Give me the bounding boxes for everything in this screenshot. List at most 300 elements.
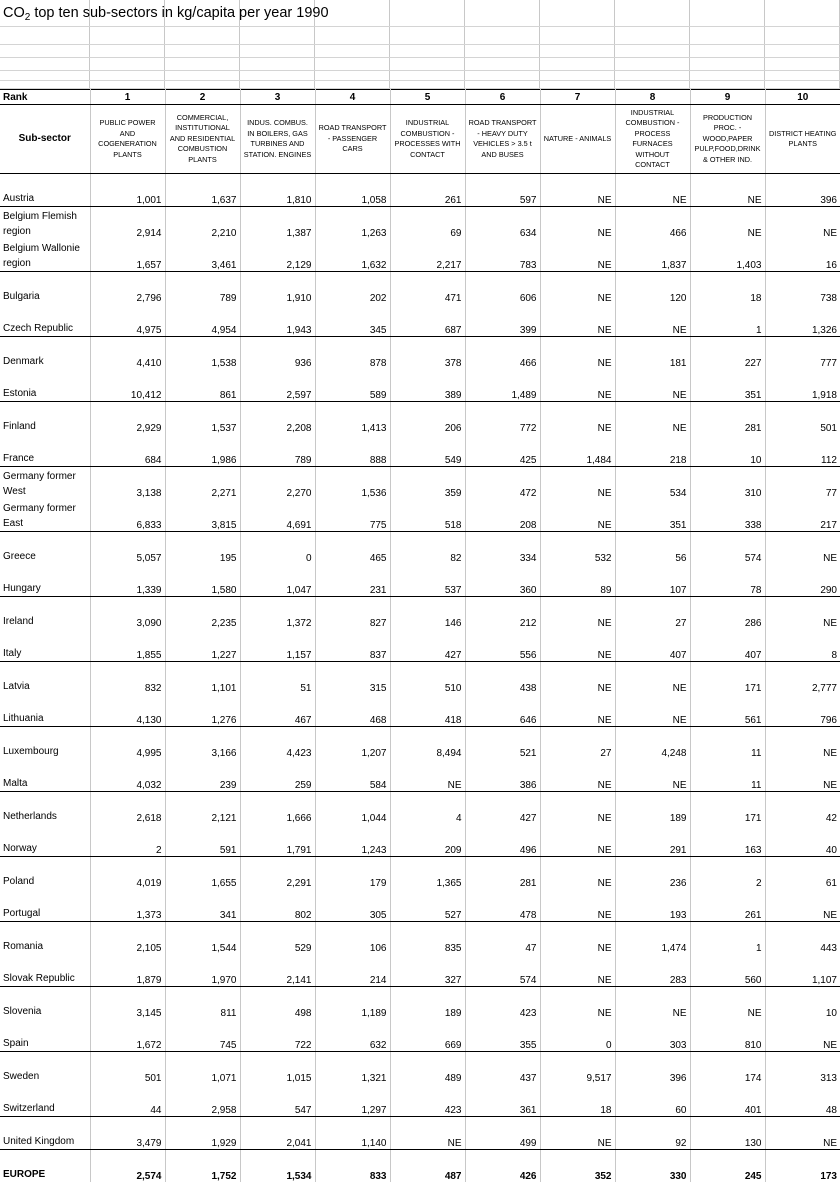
table-row <box>0 889 840 922</box>
value-cell: 2,796 <box>90 272 165 305</box>
value-cell: 4 <box>390 792 465 825</box>
subsector-header-row <box>0 105 840 174</box>
value-cell: 18 <box>690 272 765 305</box>
value-cell: 359 <box>390 467 465 500</box>
rank-cell: 10 <box>765 90 840 105</box>
rank-row <box>0 90 840 105</box>
value-cell: 112 <box>765 434 840 467</box>
title-suffix: top ten sub-sectors in kg/capita per year 1990 <box>30 5 329 21</box>
value-cell: 1,387 <box>240 207 315 240</box>
value-cell: NE <box>540 954 615 987</box>
value-cell: 518 <box>390 499 465 532</box>
value-cell: 1,071 <box>165 1052 240 1085</box>
value-cell: 16 <box>765 239 840 272</box>
country-name: Portugal <box>0 889 90 922</box>
value-cell: 438 <box>465 662 540 695</box>
value-cell: 345 <box>315 304 390 337</box>
value-cell: NE <box>540 272 615 305</box>
country-name: United Kingdom <box>0 1117 90 1150</box>
value-cell: 146 <box>390 597 465 630</box>
value-cell: 1,107 <box>765 954 840 987</box>
value-cell: 4,248 <box>615 727 690 760</box>
value-cell: 0 <box>240 532 315 565</box>
value-cell: 399 <box>465 304 540 337</box>
value-cell: 466 <box>465 337 540 370</box>
value-cell: 181 <box>615 337 690 370</box>
value-cell: 1,489 <box>465 369 540 402</box>
value-cell: 466 <box>615 207 690 240</box>
value-cell: 305 <box>315 889 390 922</box>
table-row <box>0 207 840 240</box>
value-cell: 1,538 <box>165 337 240 370</box>
value-cell: 521 <box>465 727 540 760</box>
value-cell: 2,958 <box>165 1084 240 1117</box>
value-cell: 878 <box>315 337 390 370</box>
value-cell: 687 <box>390 304 465 337</box>
value-cell: 386 <box>465 759 540 792</box>
value-cell: 1,058 <box>315 174 390 207</box>
country-name: Slovenia <box>0 987 90 1020</box>
table-row <box>0 499 840 532</box>
value-cell: 1,791 <box>240 824 315 857</box>
value-cell: 4,019 <box>90 857 165 890</box>
value-cell: 589 <box>315 369 390 402</box>
value-cell: 722 <box>240 1019 315 1052</box>
value-cell: 61 <box>825 878 837 889</box>
value-cell: NE <box>690 174 765 207</box>
rank-cell: 8 <box>615 90 690 105</box>
value-cell: 1,986 <box>165 434 240 467</box>
country-name: Latvia <box>0 662 90 695</box>
table-row <box>0 792 840 825</box>
value-cell: 202 <box>315 272 390 305</box>
table-row <box>0 1019 840 1052</box>
value-cell: 4,410 <box>90 337 165 370</box>
value-cell: 396 <box>615 1052 690 1085</box>
value-cell: 327 <box>390 954 465 987</box>
table-row <box>0 727 840 760</box>
value-cell: 634 <box>465 207 540 240</box>
value-cell: 1,101 <box>165 662 240 695</box>
value-cell: NE <box>540 467 615 500</box>
value-cell: 597 <box>465 174 540 207</box>
value-cell: 56 <box>615 532 690 565</box>
country-name: Slovak Republic <box>0 954 90 987</box>
value-cell: 1,970 <box>165 954 240 987</box>
value-cell: 1,297 <box>315 1084 390 1117</box>
value-cell: 48 <box>765 1084 840 1117</box>
value-cell: 303 <box>615 1019 690 1052</box>
subsector-header: DISTRICT HEATING PLANTS <box>765 105 840 174</box>
value-cell: 1,632 <box>315 239 390 272</box>
value-cell: 423 <box>465 987 540 1020</box>
value-cell: 1,373 <box>90 889 165 922</box>
value-cell: 496 <box>465 824 540 857</box>
total-value-cell: 330 <box>615 1150 690 1183</box>
value-cell: 283 <box>615 954 690 987</box>
rank-cell: 5 <box>390 90 465 105</box>
value-cell: 632 <box>315 1019 390 1052</box>
value-cell: 4,995 <box>90 727 165 760</box>
value-cell: 120 <box>615 272 690 305</box>
value-cell: 437 <box>465 1052 540 1085</box>
subsector-header: PRODUCTION PROC. - WOOD,PAPER PULP,FOOD,DRINK & OTHER IND. <box>690 105 765 174</box>
table-row <box>0 337 840 370</box>
value-cell: 361 <box>465 1084 540 1117</box>
value-cell: 60 <box>615 1084 690 1117</box>
value-cell: 537 <box>390 564 465 597</box>
value-cell: 69 <box>390 207 465 240</box>
table-row <box>0 987 840 1020</box>
value-cell: 8,494 <box>390 727 465 760</box>
country-name: Ireland <box>0 597 90 630</box>
country-name: Finland <box>0 402 90 435</box>
value-cell: 338 <box>690 499 765 532</box>
value-cell: 1,044 <box>315 792 390 825</box>
value-cell: 1,365 <box>390 857 465 890</box>
country-name: Czech Republic <box>0 304 90 337</box>
value-cell: NE <box>690 207 765 240</box>
value-cell: NE <box>823 618 837 629</box>
value-cell: 547 <box>240 1084 315 1117</box>
value-cell: 2,777 <box>811 683 837 694</box>
value-cell: NE <box>540 207 615 240</box>
value-cell: 2 <box>690 857 765 890</box>
total-value-cell: 487 <box>390 1150 465 1183</box>
value-cell: 40 <box>765 824 840 857</box>
value-cell: 360 <box>465 564 540 597</box>
value-cell: 498 <box>240 987 315 1020</box>
value-cell: 2,105 <box>90 922 165 955</box>
country-name: France <box>0 434 90 467</box>
value-cell: NE <box>823 553 837 564</box>
value-cell: NE <box>823 748 837 759</box>
country-name: Spain <box>0 1019 90 1052</box>
value-cell: 1,263 <box>315 207 390 240</box>
country-name: Bulgaria <box>0 272 90 305</box>
value-cell: 261 <box>690 889 765 922</box>
value-cell: 549 <box>390 434 465 467</box>
value-cell: 1,326 <box>765 304 840 337</box>
total-value-cell: 245 <box>690 1150 765 1183</box>
rank-cell: 2 <box>165 90 240 105</box>
value-cell: 0 <box>540 1019 615 1052</box>
value-cell: 27 <box>540 727 615 760</box>
total-value-cell: 1,752 <box>165 1150 240 1183</box>
table-row <box>0 272 840 305</box>
value-cell: 1,810 <box>240 174 315 207</box>
value-cell: 745 <box>165 1019 240 1052</box>
value-cell: 837 <box>315 629 390 662</box>
value-cell: 427 <box>465 792 540 825</box>
total-value-cell: 426 <box>465 1150 540 1183</box>
value-cell: 130 <box>690 1117 765 1150</box>
value-cell: 9,517 <box>540 1052 615 1085</box>
value-cell: NE <box>540 1117 615 1150</box>
value-cell: 1,837 <box>615 239 690 272</box>
value-cell: 472 <box>465 467 540 500</box>
value-cell: NE <box>615 662 690 695</box>
value-cell: NE <box>765 1019 840 1052</box>
value-cell: 471 <box>390 272 465 305</box>
value-cell: 1,580 <box>165 564 240 597</box>
country-name: Belgium Flemish region <box>0 207 90 240</box>
value-cell: 861 <box>165 369 240 402</box>
value-cell: NE <box>540 402 615 435</box>
value-cell: 789 <box>240 434 315 467</box>
title-prefix: CO <box>3 5 25 21</box>
table-row <box>0 759 840 792</box>
value-cell: 5,057 <box>90 532 165 565</box>
total-value-cell: 833 <box>315 1150 390 1183</box>
value-cell: 418 <box>390 694 465 727</box>
value-cell: 3,090 <box>90 597 165 630</box>
value-cell: NE <box>540 662 615 695</box>
value-cell: NE <box>615 987 690 1020</box>
value-cell: 827 <box>315 597 390 630</box>
table-row <box>0 369 840 402</box>
value-cell: 4,423 <box>240 727 315 760</box>
value-cell: 212 <box>465 597 540 630</box>
subsector-header: INDUSTRIAL COMBUSTION - PROCESSES WITH CONTACT <box>390 105 465 174</box>
value-cell: NE <box>540 694 615 727</box>
value-cell: 606 <box>465 272 540 305</box>
rank-cell: 4 <box>315 90 390 105</box>
value-cell: 1,879 <box>90 954 165 987</box>
country-name: Netherlands <box>0 792 90 825</box>
value-cell: 1,047 <box>240 564 315 597</box>
value-cell: 44 <box>90 1084 165 1117</box>
value-cell: 10,412 <box>90 369 165 402</box>
value-cell: 2,217 <box>390 239 465 272</box>
value-cell: NE <box>540 304 615 337</box>
subsector-header: ROAD TRANSPORT - HEAVY DUTY VEHICLES > 3.5 t AND BUSES <box>465 105 540 174</box>
value-cell: 3,815 <box>165 499 240 532</box>
value-cell: 208 <box>465 499 540 532</box>
rank-cell: 3 <box>240 90 315 105</box>
value-cell: 669 <box>390 1019 465 1052</box>
value-cell: 2,270 <box>240 467 315 500</box>
value-cell: 574 <box>690 532 765 565</box>
value-cell: 591 <box>165 824 240 857</box>
value-cell: NE <box>615 304 690 337</box>
total-row <box>0 1150 840 1183</box>
value-cell: 427 <box>390 629 465 662</box>
country-name: Malta <box>0 759 90 792</box>
value-cell: 4,130 <box>90 694 165 727</box>
value-cell: 772 <box>465 402 540 435</box>
total-value-cell: 352 <box>540 1150 615 1183</box>
value-cell: 783 <box>465 239 540 272</box>
value-cell: 775 <box>315 499 390 532</box>
value-cell: 1,001 <box>90 174 165 207</box>
value-cell: 888 <box>315 434 390 467</box>
value-cell: 195 <box>165 532 240 565</box>
value-cell: 1,637 <box>165 174 240 207</box>
value-cell: 1,227 <box>165 629 240 662</box>
table-row <box>0 304 840 337</box>
country-name: Belgium Wallonie region <box>0 239 90 272</box>
value-cell: 291 <box>615 824 690 857</box>
value-cell: 313 <box>820 1073 837 1084</box>
value-cell: 1,015 <box>240 1052 315 1085</box>
value-cell: 42 <box>825 813 837 824</box>
value-cell: 8 <box>765 629 840 662</box>
value-cell: 231 <box>315 564 390 597</box>
value-cell: 835 <box>390 922 465 955</box>
value-cell: 193 <box>615 889 690 922</box>
value-cell: NE <box>540 499 615 532</box>
value-cell: 501 <box>820 423 837 434</box>
value-cell: 465 <box>315 532 390 565</box>
value-cell: 259 <box>240 759 315 792</box>
value-cell: NE <box>390 759 465 792</box>
value-cell: 3,479 <box>90 1117 165 1150</box>
value-cell: 510 <box>390 662 465 695</box>
total-value-cell: 173 <box>820 1171 837 1182</box>
value-cell: 3,166 <box>165 727 240 760</box>
table-row <box>0 174 840 207</box>
value-cell: 532 <box>540 532 615 565</box>
value-cell: 281 <box>465 857 540 890</box>
value-cell: 646 <box>465 694 540 727</box>
value-cell: 2,210 <box>165 207 240 240</box>
co2-data-table <box>0 89 840 1182</box>
value-cell: NE <box>615 174 690 207</box>
value-cell: 1,189 <box>315 987 390 1020</box>
value-cell: 407 <box>690 629 765 662</box>
value-cell: 2,271 <box>165 467 240 500</box>
value-cell: 2,129 <box>240 239 315 272</box>
rank-cell: 9 <box>690 90 765 105</box>
value-cell: 78 <box>690 564 765 597</box>
value-cell: NE <box>540 337 615 370</box>
rank-cell: 6 <box>465 90 540 105</box>
value-cell: 290 <box>765 564 840 597</box>
value-cell: 92 <box>615 1117 690 1150</box>
value-cell: 315 <box>315 662 390 695</box>
value-cell: 334 <box>465 532 540 565</box>
value-cell: NE <box>540 759 615 792</box>
value-cell: 684 <box>90 434 165 467</box>
table-row <box>0 857 840 890</box>
value-cell: 1,484 <box>540 434 615 467</box>
value-cell: 51 <box>240 662 315 695</box>
value-cell: 443 <box>820 943 837 954</box>
value-cell: 796 <box>765 694 840 727</box>
table-row <box>0 1052 840 1085</box>
value-cell: 425 <box>465 434 540 467</box>
value-cell: 47 <box>465 922 540 955</box>
value-cell: 355 <box>465 1019 540 1052</box>
value-cell: NE <box>765 1117 840 1150</box>
value-cell: 1,372 <box>240 597 315 630</box>
value-cell: 1,321 <box>315 1052 390 1085</box>
value-cell: 560 <box>690 954 765 987</box>
value-cell: 10 <box>825 1008 837 1019</box>
value-cell: NE <box>390 1117 465 1150</box>
value-cell: 1,929 <box>165 1117 240 1150</box>
value-cell: 4,975 <box>90 304 165 337</box>
value-cell: 11 <box>690 727 765 760</box>
value-cell: 189 <box>390 987 465 1020</box>
value-cell: 527 <box>390 889 465 922</box>
value-cell: 1,666 <box>240 792 315 825</box>
value-cell: NE <box>690 987 765 1020</box>
value-cell: 501 <box>90 1052 165 1085</box>
value-cell: 3,461 <box>165 239 240 272</box>
table-row <box>0 239 840 272</box>
table-row <box>0 597 840 630</box>
country-name: Lithuania <box>0 694 90 727</box>
value-cell: NE <box>540 824 615 857</box>
value-cell: 281 <box>690 402 765 435</box>
value-cell: NE <box>540 369 615 402</box>
value-cell: NE <box>765 759 840 792</box>
value-cell: NE <box>765 889 840 922</box>
value-cell: 107 <box>615 564 690 597</box>
table-row <box>0 824 840 857</box>
value-cell: 401 <box>690 1084 765 1117</box>
value-cell: 1,413 <box>315 402 390 435</box>
value-cell: 1,339 <box>90 564 165 597</box>
value-cell: 77 <box>825 488 837 499</box>
value-cell: 1,943 <box>240 304 315 337</box>
value-cell: 286 <box>690 597 765 630</box>
value-cell: 529 <box>240 922 315 955</box>
value-cell: 179 <box>315 857 390 890</box>
value-cell: 389 <box>390 369 465 402</box>
value-cell: 89 <box>540 564 615 597</box>
total-value-cell: 2,574 <box>90 1150 165 1183</box>
country-name: Denmark <box>0 337 90 370</box>
value-cell: 174 <box>690 1052 765 1085</box>
country-name: Germany former East <box>0 499 90 532</box>
value-cell: 810 <box>690 1019 765 1052</box>
table-row <box>0 922 840 955</box>
rank-cell: 7 <box>540 90 615 105</box>
value-cell: 489 <box>390 1052 465 1085</box>
value-cell: 27 <box>615 597 690 630</box>
table-row <box>0 954 840 987</box>
value-cell: NE <box>540 922 615 955</box>
value-cell: 1,537 <box>165 402 240 435</box>
value-cell: 2,914 <box>90 207 165 240</box>
value-cell: NE <box>540 857 615 890</box>
value-cell: 1,657 <box>90 239 165 272</box>
value-cell: NE <box>615 694 690 727</box>
value-cell: 82 <box>390 532 465 565</box>
value-cell: 1,672 <box>90 1019 165 1052</box>
value-cell: 4,954 <box>165 304 240 337</box>
value-cell: NE <box>615 759 690 792</box>
title-subscript: 2 <box>24 12 31 23</box>
table-row <box>0 434 840 467</box>
country-name: Norway <box>0 824 90 857</box>
value-cell: 832 <box>90 662 165 695</box>
value-cell: 1,140 <box>315 1117 390 1150</box>
value-cell: 310 <box>690 467 765 500</box>
value-cell: 1,910 <box>240 272 315 305</box>
value-cell: 10 <box>690 434 765 467</box>
value-cell: 2,141 <box>240 954 315 987</box>
value-cell: 2,291 <box>240 857 315 890</box>
value-cell: 214 <box>315 954 390 987</box>
value-cell: 4,032 <box>90 759 165 792</box>
value-cell: 1,536 <box>315 467 390 500</box>
country-name: Estonia <box>0 369 90 402</box>
value-cell: NE <box>823 228 837 239</box>
